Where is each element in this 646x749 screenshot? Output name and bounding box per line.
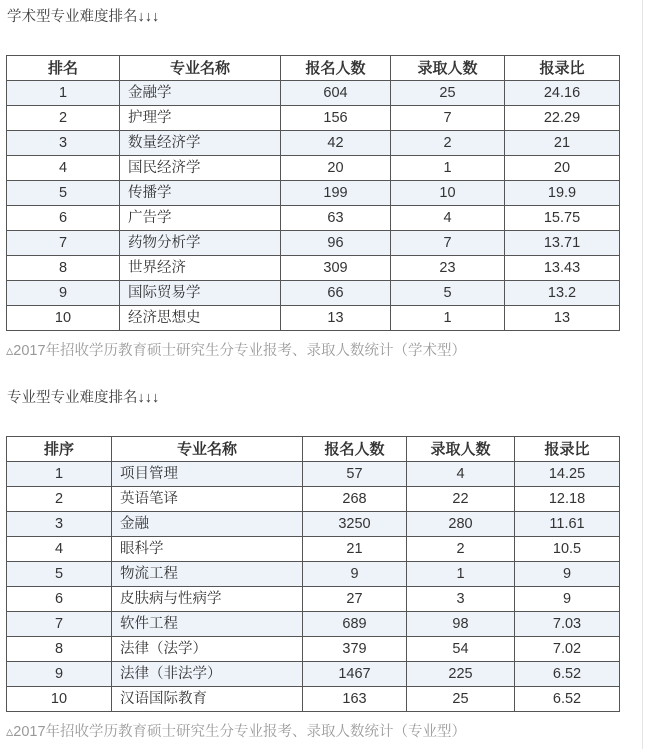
rank-cell: 7 — [7, 231, 120, 256]
table-row — [7, 131, 620, 156]
major-cell: 经济思想史 — [120, 306, 281, 331]
rank-cell: 2 — [7, 487, 112, 512]
professional-ranking-table — [6, 436, 620, 712]
applicants-cell: 66 — [281, 281, 391, 306]
rank-cell: 9 — [7, 281, 120, 306]
admitted-cell: 7 — [391, 231, 505, 256]
rank-cell: 6 — [7, 206, 120, 231]
ratio-cell: 9 — [515, 587, 620, 612]
major-cell: 金融学 — [120, 81, 281, 106]
admitted-cell: 2 — [391, 131, 505, 156]
applicants-cell: 57 — [303, 462, 407, 487]
applicants-cell: 42 — [281, 131, 391, 156]
admitted-cell: 1 — [391, 156, 505, 181]
major-cell: 传播学 — [120, 181, 281, 206]
column-header-applicants: 报名人数 — [303, 437, 407, 462]
table-row — [7, 587, 620, 612]
table-body — [7, 462, 620, 712]
column-header-admitted: 录取人数 — [407, 437, 515, 462]
table-row — [7, 687, 620, 712]
major-cell: 广告学 — [120, 206, 281, 231]
table-row — [7, 231, 620, 256]
admitted-cell: 5 — [391, 281, 505, 306]
ratio-cell: 13.2 — [505, 281, 620, 306]
major-cell: 英语笔译 — [112, 487, 303, 512]
table-row — [7, 562, 620, 587]
rank-cell: 9 — [7, 662, 112, 687]
column-header-rank: 排名 — [7, 56, 120, 81]
ratio-cell: 13.71 — [505, 231, 620, 256]
rank-cell: 1 — [7, 81, 120, 106]
table-row — [7, 181, 620, 206]
ratio-cell: 14.25 — [515, 462, 620, 487]
applicants-cell: 13 — [281, 306, 391, 331]
ratio-cell: 10.5 — [515, 537, 620, 562]
ratio-cell: 22.29 — [505, 106, 620, 131]
table-row — [7, 256, 620, 281]
ratio-cell: 24.16 — [505, 81, 620, 106]
table-row — [7, 281, 620, 306]
major-cell: 金融 — [112, 512, 303, 537]
rank-cell: 2 — [7, 106, 120, 131]
table-row — [7, 306, 620, 331]
rank-cell: 4 — [7, 537, 112, 562]
admitted-cell: 225 — [407, 662, 515, 687]
column-header-ratio: 报录比 — [515, 437, 620, 462]
academic-ranking-table — [6, 55, 620, 331]
ratio-cell: 12.18 — [515, 487, 620, 512]
ratio-cell: 21 — [505, 131, 620, 156]
table-row — [7, 662, 620, 687]
ratio-cell: 6.52 — [515, 662, 620, 687]
major-cell: 国民经济学 — [120, 156, 281, 181]
table-row — [7, 512, 620, 537]
ratio-cell: 7.02 — [515, 637, 620, 662]
admitted-cell: 4 — [391, 206, 505, 231]
table-row — [7, 156, 620, 181]
admitted-cell: 3 — [407, 587, 515, 612]
ratio-cell: 6.52 — [515, 687, 620, 712]
ratio-cell: 19.9 — [505, 181, 620, 206]
table-row — [7, 81, 620, 106]
rank-cell: 10 — [7, 687, 112, 712]
admitted-cell: 280 — [407, 512, 515, 537]
major-cell: 皮肤病与性病学 — [112, 587, 303, 612]
applicants-cell: 604 — [281, 81, 391, 106]
major-cell: 眼科学 — [112, 537, 303, 562]
admitted-cell: 7 — [391, 106, 505, 131]
table-body — [7, 81, 620, 331]
admitted-cell: 25 — [407, 687, 515, 712]
table-head — [7, 56, 620, 81]
applicants-cell: 20 — [281, 156, 391, 181]
professional-table-caption: ▵2017年招收学历教育硕士研究生分专业报考、录取人数统计（专业型） — [6, 724, 467, 740]
major-cell: 国际贸易学 — [120, 281, 281, 306]
admitted-cell: 2 — [407, 537, 515, 562]
major-cell: 软件工程 — [112, 612, 303, 637]
column-header-ratio: 报录比 — [505, 56, 620, 81]
applicants-cell: 27 — [303, 587, 407, 612]
applicants-cell: 96 — [281, 231, 391, 256]
admitted-cell: 54 — [407, 637, 515, 662]
ratio-cell: 13 — [505, 306, 620, 331]
table-row — [7, 462, 620, 487]
applicants-cell: 1467 — [303, 662, 407, 687]
rank-cell: 1 — [7, 462, 112, 487]
major-cell: 数量经济学 — [120, 131, 281, 156]
column-header-rank: 排序 — [7, 437, 112, 462]
rank-cell: 3 — [7, 131, 120, 156]
major-cell: 物流工程 — [112, 562, 303, 587]
table-header-row — [7, 56, 620, 81]
page-right-divider — [642, 0, 643, 749]
applicants-cell: 21 — [303, 537, 407, 562]
admitted-cell: 10 — [391, 181, 505, 206]
professional-section-heading: 专业型专业难度排名↓↓↓ — [7, 390, 160, 406]
admitted-cell: 98 — [407, 612, 515, 637]
column-header-major: 专业名称 — [112, 437, 303, 462]
rank-cell: 8 — [7, 256, 120, 281]
ratio-cell: 9 — [515, 562, 620, 587]
table-row — [7, 206, 620, 231]
rank-cell: 5 — [7, 181, 120, 206]
applicants-cell: 163 — [303, 687, 407, 712]
table-header-row — [7, 437, 620, 462]
admitted-cell: 25 — [391, 81, 505, 106]
applicants-cell: 199 — [281, 181, 391, 206]
admitted-cell: 4 — [407, 462, 515, 487]
column-header-admitted: 录取人数 — [391, 56, 505, 81]
rank-cell: 10 — [7, 306, 120, 331]
table-head — [7, 437, 620, 462]
major-cell: 药物分析学 — [120, 231, 281, 256]
rank-cell: 7 — [7, 612, 112, 637]
rank-cell: 8 — [7, 637, 112, 662]
table-row — [7, 537, 620, 562]
admitted-cell: 23 — [391, 256, 505, 281]
applicants-cell: 268 — [303, 487, 407, 512]
admitted-cell: 1 — [391, 306, 505, 331]
major-cell: 世界经济 — [120, 256, 281, 281]
ratio-cell: 11.61 — [515, 512, 620, 537]
column-header-applicants: 报名人数 — [281, 56, 391, 81]
applicants-cell: 63 — [281, 206, 391, 231]
major-cell: 法律（法学） — [112, 637, 303, 662]
table-row — [7, 487, 620, 512]
major-cell: 护理学 — [120, 106, 281, 131]
rank-cell: 3 — [7, 512, 112, 537]
major-cell: 法律（非法学） — [112, 662, 303, 687]
column-header-major: 专业名称 — [120, 56, 281, 81]
applicants-cell: 379 — [303, 637, 407, 662]
table-row — [7, 637, 620, 662]
academic-table-caption: ▵2017年招收学历教育硕士研究生分专业报考、录取人数统计（学术型） — [6, 343, 467, 359]
applicants-cell: 689 — [303, 612, 407, 637]
ratio-cell: 15.75 — [505, 206, 620, 231]
rank-cell: 6 — [7, 587, 112, 612]
applicants-cell: 309 — [281, 256, 391, 281]
admitted-cell: 1 — [407, 562, 515, 587]
major-cell: 项目管理 — [112, 462, 303, 487]
major-cell: 汉语国际教育 — [112, 687, 303, 712]
rank-cell: 5 — [7, 562, 112, 587]
ratio-cell: 7.03 — [515, 612, 620, 637]
applicants-cell: 3250 — [303, 512, 407, 537]
table-row — [7, 612, 620, 637]
ratio-cell: 13.43 — [505, 256, 620, 281]
table-row — [7, 106, 620, 131]
applicants-cell: 156 — [281, 106, 391, 131]
academic-section-heading: 学术型专业难度排名↓↓↓ — [7, 9, 160, 25]
admitted-cell: 22 — [407, 487, 515, 512]
rank-cell: 4 — [7, 156, 120, 181]
applicants-cell: 9 — [303, 562, 407, 587]
ratio-cell: 20 — [505, 156, 620, 181]
